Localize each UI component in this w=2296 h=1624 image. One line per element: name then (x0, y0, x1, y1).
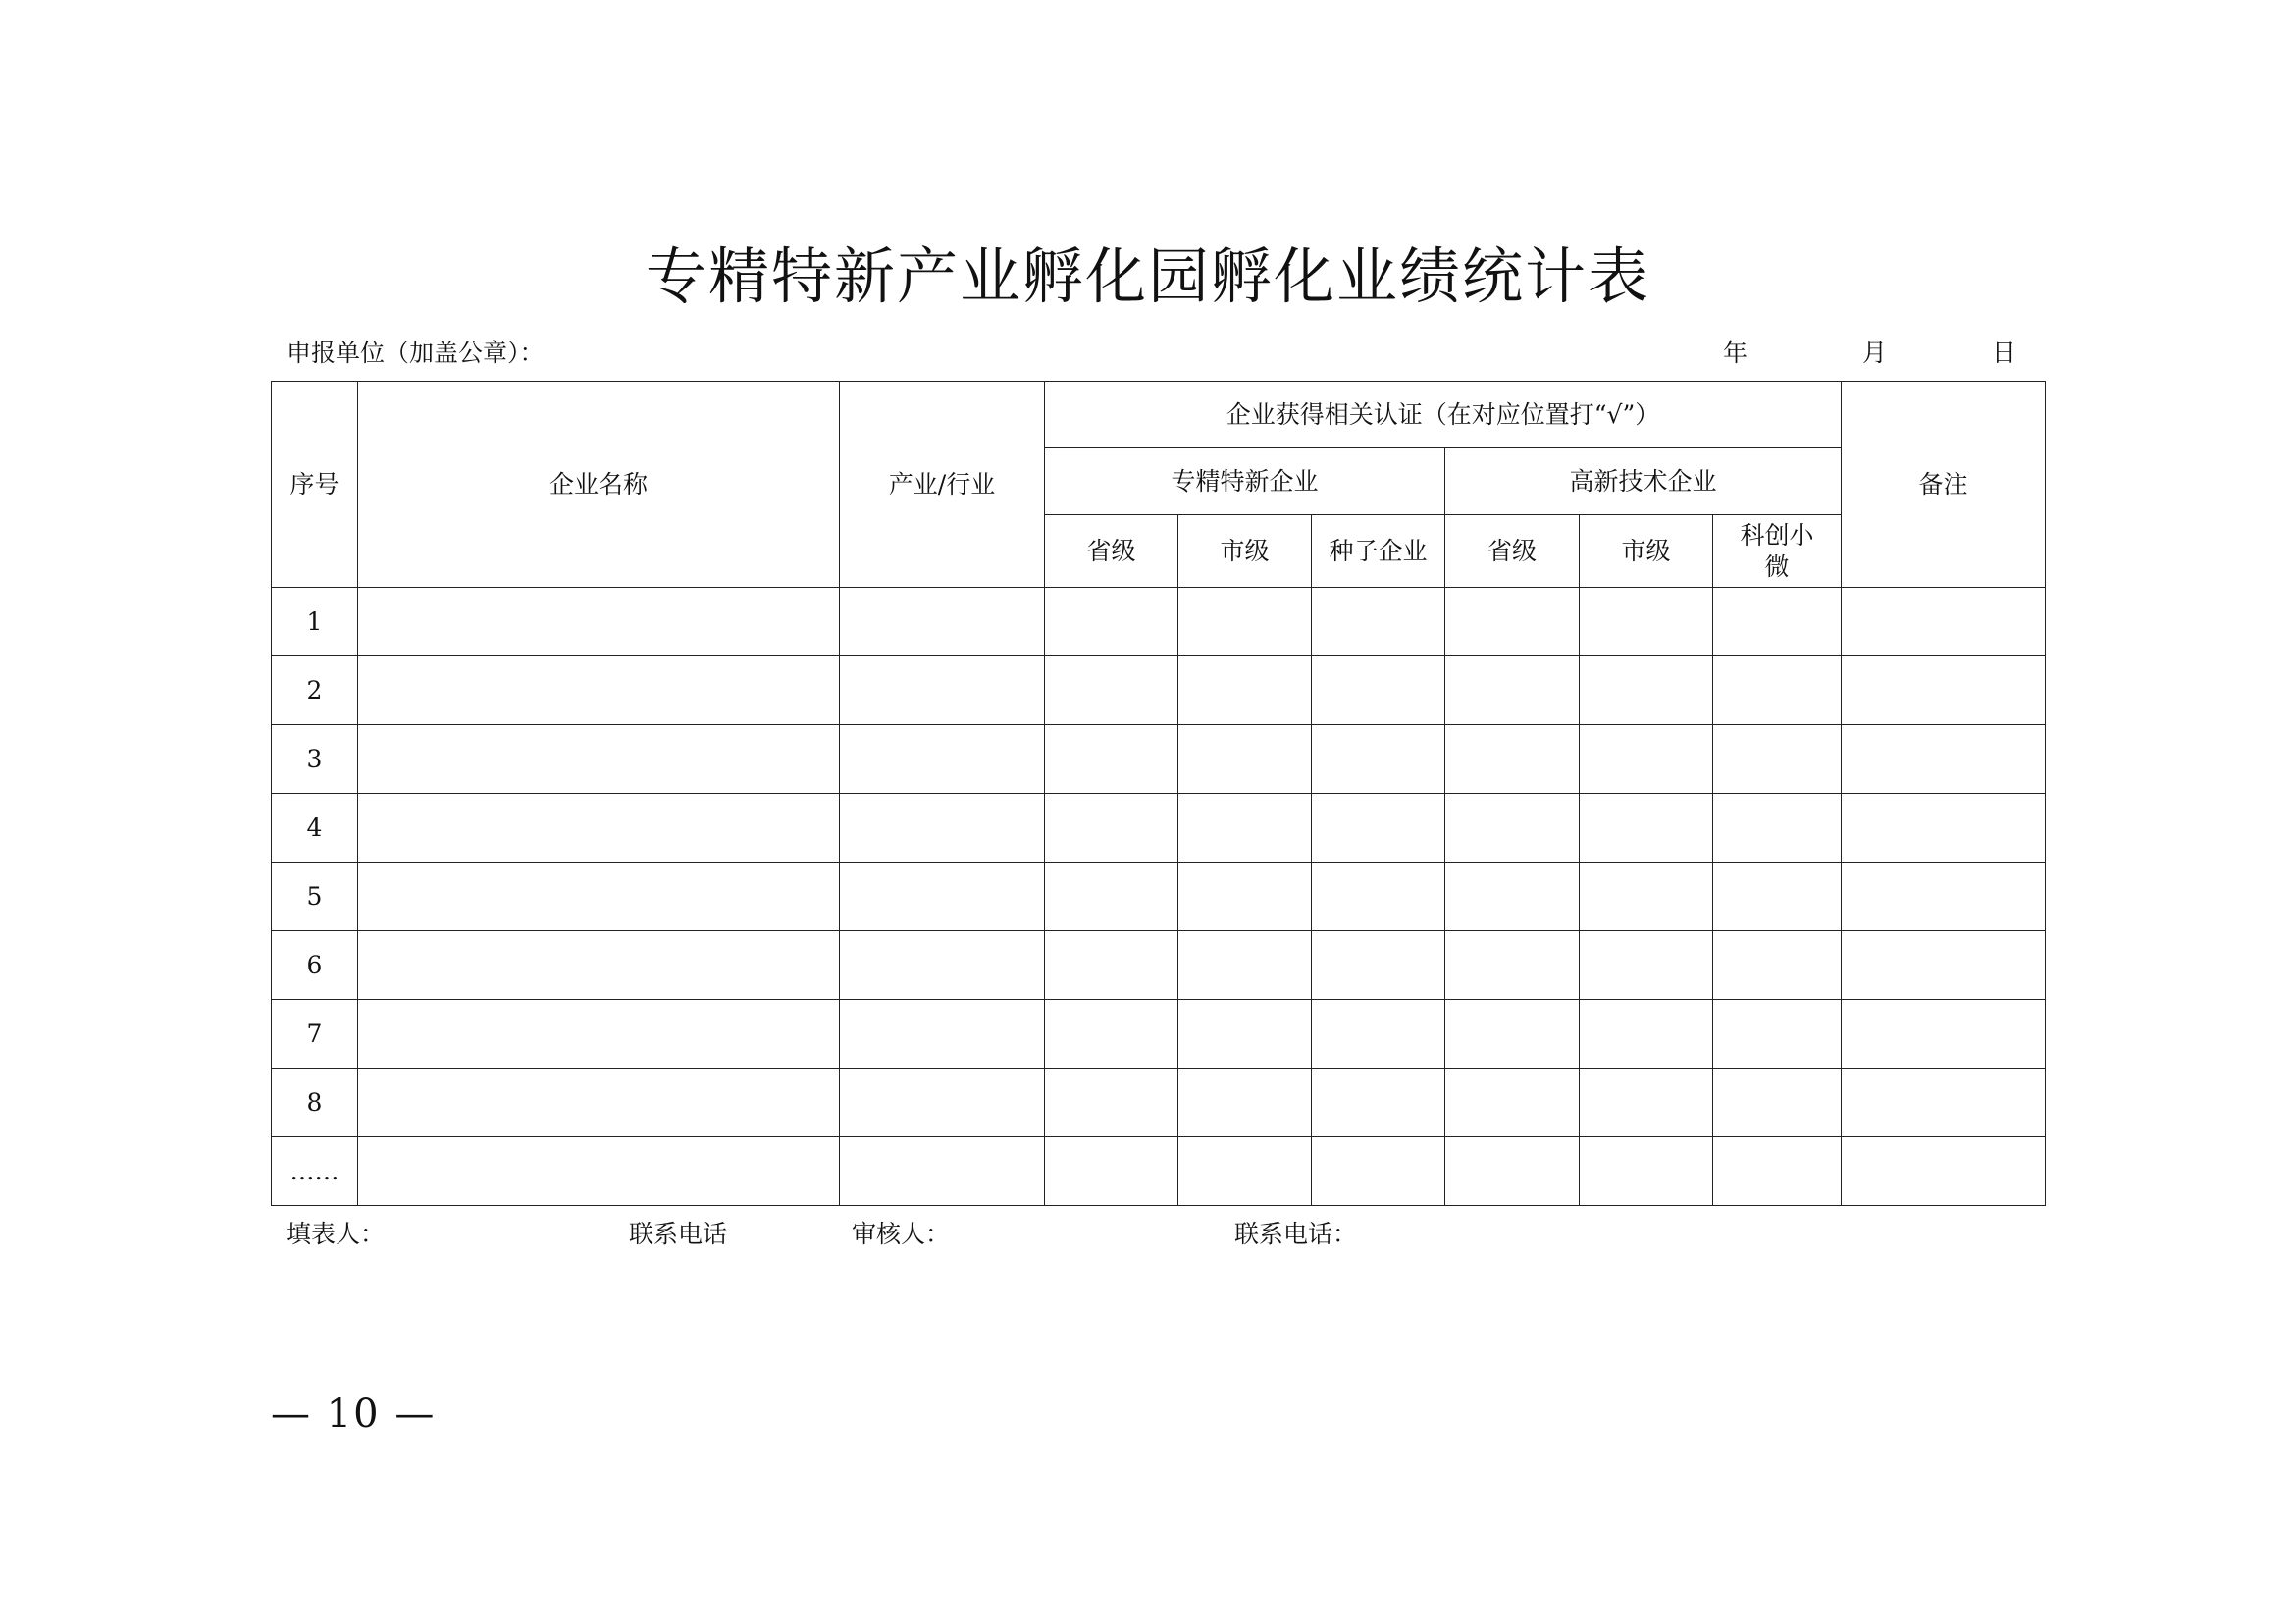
remarks-cell[interactable] (1842, 931, 2046, 1000)
header-specialized-city: 市级 (1178, 515, 1312, 588)
row-seq: 8 (272, 1069, 358, 1137)
row-seq: 1 (272, 588, 358, 656)
header-remarks: 备注 (1842, 382, 2046, 588)
hightech-city-cell[interactable] (1580, 794, 1713, 863)
industry-cell[interactable] (840, 1069, 1045, 1137)
remarks-cell[interactable] (1842, 588, 2046, 656)
industry-cell[interactable] (840, 656, 1045, 725)
industry-cell[interactable] (840, 725, 1045, 794)
table-row (272, 931, 2046, 1000)
remarks-cell[interactable] (1842, 656, 2046, 725)
hightech-city-cell[interactable] (1580, 863, 1713, 931)
hightech-city-cell[interactable] (1580, 931, 1713, 1000)
hightech-city-cell[interactable] (1580, 1137, 1713, 1206)
company-name-cell[interactable] (358, 931, 840, 1000)
seed-enterprise-cell[interactable] (1312, 725, 1445, 794)
seed-enterprise-cell[interactable] (1312, 1000, 1445, 1069)
row-seq: …… (272, 1137, 358, 1206)
tech-micro-cell[interactable] (1713, 656, 1842, 725)
specialized-provincial-cell[interactable] (1045, 931, 1178, 1000)
hightech-provincial-cell[interactable] (1445, 1069, 1580, 1137)
specialized-city-cell[interactable] (1178, 794, 1312, 863)
table-row (272, 656, 2046, 725)
seed-enterprise-cell[interactable] (1312, 863, 1445, 931)
hightech-city-cell[interactable] (1580, 1000, 1713, 1069)
header-row-1 (272, 382, 2046, 448)
header-specialized-group: 专精特新企业 (1045, 448, 1445, 515)
table-row (272, 1137, 2046, 1206)
header-industry: 产业/行业 (840, 382, 1045, 588)
remarks-cell[interactable] (1842, 725, 2046, 794)
row-seq: 2 (272, 656, 358, 725)
hightech-provincial-cell[interactable] (1445, 725, 1580, 794)
row-seq: 3 (272, 725, 358, 794)
tech-micro-cell[interactable] (1713, 1000, 1842, 1069)
remarks-cell[interactable] (1842, 794, 2046, 863)
tech-micro-cell[interactable] (1713, 794, 1842, 863)
header-hightech-group: 高新技术企业 (1445, 448, 1842, 515)
hightech-provincial-cell[interactable] (1445, 863, 1580, 931)
industry-cell[interactable] (840, 931, 1045, 1000)
seed-enterprise-cell[interactable] (1312, 1137, 1445, 1206)
applicant-label: 申报单位（加盖公章）： (287, 339, 545, 367)
header-certification: 企业获得相关认证（在对应位置打“√”） (1045, 382, 1842, 448)
date-day-label: 日 (1992, 339, 2017, 367)
table-body (272, 588, 2046, 1206)
header-hightech-provincial: 省级 (1445, 515, 1580, 588)
company-name-cell[interactable] (358, 794, 840, 863)
seed-enterprise-cell[interactable] (1312, 1069, 1445, 1137)
specialized-city-cell[interactable] (1178, 588, 1312, 656)
header-tech-micro (1713, 515, 1842, 588)
header-tech-micro-label: 科创小微 (1740, 520, 1814, 581)
company-name-cell[interactable] (358, 1000, 840, 1069)
hightech-provincial-cell[interactable] (1445, 794, 1580, 863)
specialized-provincial-cell[interactable] (1045, 725, 1178, 794)
header-seq: 序号 (272, 382, 358, 588)
industry-cell[interactable] (840, 794, 1045, 863)
specialized-city-cell[interactable] (1178, 1069, 1312, 1137)
tech-micro-cell[interactable] (1713, 931, 1842, 1000)
remarks-cell[interactable] (1842, 863, 2046, 931)
industry-cell[interactable] (840, 1137, 1045, 1206)
reviewer-label: 审核人： (852, 1220, 951, 1248)
row-seq: 4 (272, 794, 358, 863)
table-row (272, 863, 2046, 931)
filler-label: 填表人： (287, 1220, 386, 1248)
header-seed-enterprise: 种子企业 (1312, 515, 1445, 588)
specialized-provincial-cell[interactable] (1045, 1137, 1178, 1206)
hightech-city-cell[interactable] (1580, 725, 1713, 794)
header-hightech-city: 市级 (1580, 515, 1713, 588)
reviewer-phone-label: 联系电话： (1234, 1220, 1358, 1248)
seed-enterprise-cell[interactable] (1312, 656, 1445, 725)
specialized-provincial-cell[interactable] (1045, 1069, 1178, 1137)
tech-micro-cell[interactable] (1713, 1069, 1842, 1137)
hightech-city-cell[interactable] (1580, 1069, 1713, 1137)
specialized-provincial-cell[interactable] (1045, 656, 1178, 725)
specialized-provincial-cell[interactable] (1045, 863, 1178, 931)
contact-phone-label: 联系电话 (629, 1220, 728, 1248)
row-seq: 5 (272, 863, 358, 931)
specialized-provincial-cell[interactable] (1045, 588, 1178, 656)
date-month-label: 月 (1862, 339, 1888, 367)
specialized-city-cell[interactable] (1178, 1137, 1312, 1206)
remarks-cell[interactable] (1842, 1000, 2046, 1069)
specialized-city-cell[interactable] (1178, 931, 1312, 1000)
specialized-city-cell[interactable] (1178, 863, 1312, 931)
header-specialized-provincial: 省级 (1045, 515, 1178, 588)
table-row (272, 725, 2046, 794)
document-title: 专精特新产业孵化园孵化业绩统计表 (645, 240, 1650, 312)
statistics-table (271, 381, 2046, 1206)
table-row (272, 794, 2046, 863)
seed-enterprise-cell[interactable] (1312, 588, 1445, 656)
tech-micro-cell[interactable] (1713, 725, 1842, 794)
specialized-city-cell[interactable] (1178, 1000, 1312, 1069)
seed-enterprise-cell[interactable] (1312, 794, 1445, 863)
table-row (272, 1000, 2046, 1069)
header-company-name: 企业名称 (358, 382, 840, 588)
industry-cell[interactable] (840, 1000, 1045, 1069)
hightech-provincial-cell[interactable] (1445, 588, 1580, 656)
company-name-cell[interactable] (358, 1069, 840, 1137)
tech-micro-cell[interactable] (1713, 1137, 1842, 1206)
tech-micro-cell[interactable] (1713, 588, 1842, 656)
specialized-city-cell[interactable] (1178, 725, 1312, 794)
company-name-cell[interactable] (358, 1137, 840, 1206)
specialized-provincial-cell[interactable] (1045, 794, 1178, 863)
tech-micro-cell[interactable] (1713, 863, 1842, 931)
date-year-label: 年 (1723, 339, 1748, 367)
row-seq: 7 (272, 1000, 358, 1069)
industry-cell[interactable] (840, 588, 1045, 656)
table-row (272, 1069, 2046, 1137)
company-name-cell[interactable] (358, 725, 840, 794)
industry-cell[interactable] (840, 863, 1045, 931)
table-row (272, 588, 2046, 656)
hightech-city-cell[interactable] (1580, 588, 1713, 656)
remarks-cell[interactable] (1842, 1069, 2046, 1137)
hightech-provincial-cell[interactable] (1445, 1137, 1580, 1206)
hightech-city-cell[interactable] (1580, 656, 1713, 725)
company-name-cell[interactable] (358, 656, 840, 725)
specialized-city-cell[interactable] (1178, 656, 1312, 725)
page-number: — 10 — (271, 1391, 437, 1437)
row-seq: 6 (272, 931, 358, 1000)
company-name-cell[interactable] (358, 863, 840, 931)
hightech-provincial-cell[interactable] (1445, 931, 1580, 1000)
specialized-provincial-cell[interactable] (1045, 1000, 1178, 1069)
remarks-cell[interactable] (1842, 1137, 2046, 1206)
hightech-provincial-cell[interactable] (1445, 656, 1580, 725)
company-name-cell[interactable] (358, 588, 840, 656)
seed-enterprise-cell[interactable] (1312, 931, 1445, 1000)
hightech-provincial-cell[interactable] (1445, 1000, 1580, 1069)
